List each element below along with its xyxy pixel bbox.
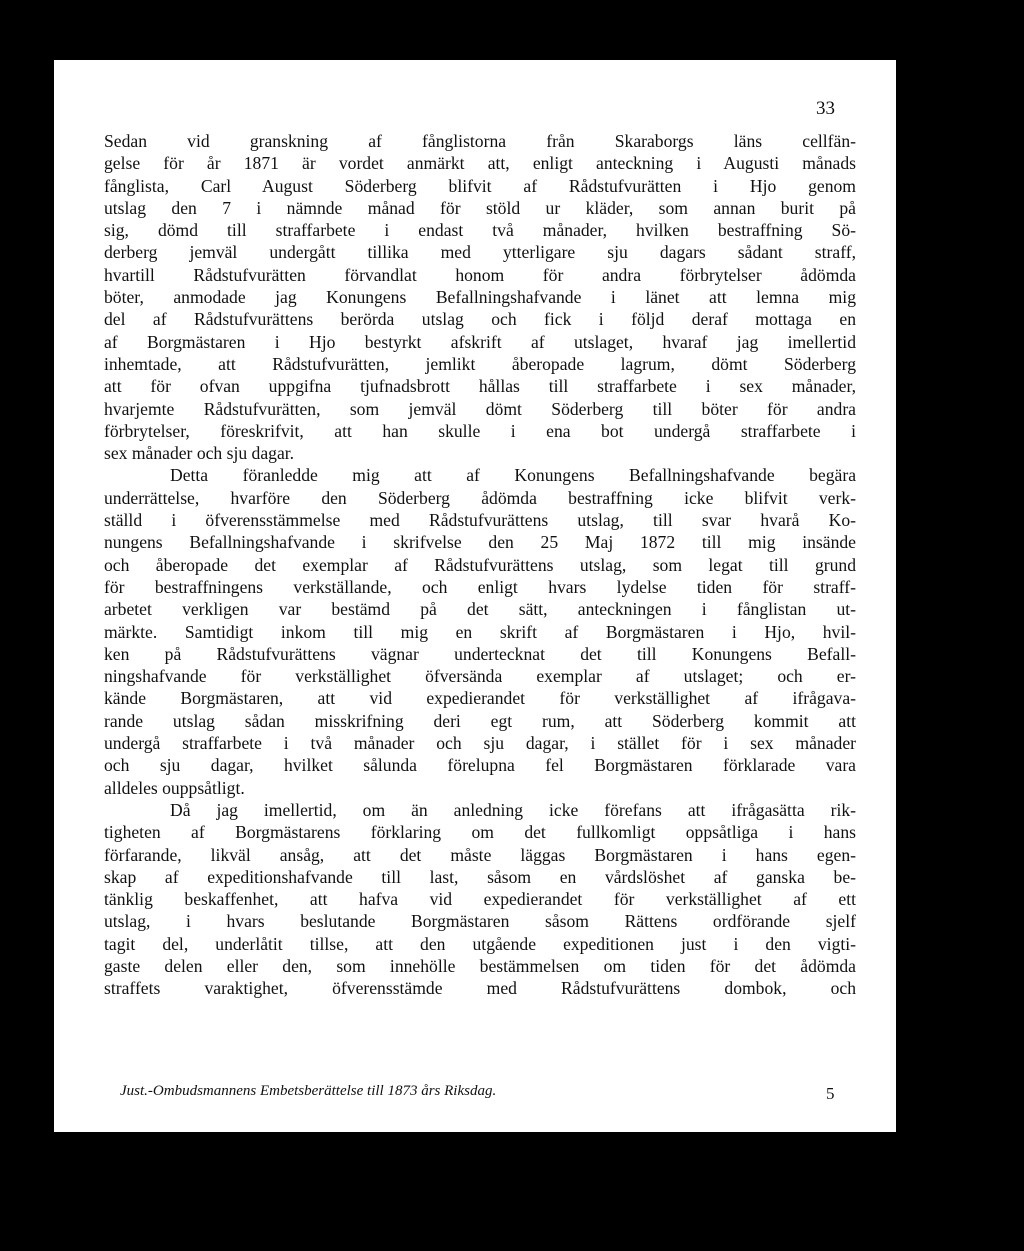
text-line: skap af expeditionshafvande till last, såsom en vårdslöshet af ganska be- xyxy=(104,866,856,887)
text-line: af Borgmästaren i Hjo bestyrkt afskrift af utslaget, hvaraf jag imellertid xyxy=(104,331,856,352)
text-line: förbrytelser, föreskrifvit, att han skulle i ena bot undergå straffarbete i xyxy=(104,420,856,441)
text-line: hvartill Rådstufvurätten förvandlat honom för andra förbrytelser ådömda xyxy=(104,264,856,285)
document-page xyxy=(54,60,896,1132)
page-number: 33 xyxy=(816,98,835,119)
text-line: Då jag imellertid, om än anledning icke förefans att ifrågasätta rik- xyxy=(170,799,856,820)
text-line: hvarjemte Rådstufvurätten, som jemväl dömt Söderberg till böter för andra xyxy=(104,398,856,419)
text-line: tänklig beskaffenhet, att hafva vid expedierandet för verkställighet af ett xyxy=(104,889,856,910)
text-line: straffets varaktighet, öfverensstämde med Rådstufvurättens dombok, och xyxy=(104,978,856,999)
text-line: nungens Befallningshafvande i skrifvelse den 25 Maj 1872 till mig insände xyxy=(104,532,856,553)
text-line: Sedan vid granskning af fånglistorna från Skaraborgs läns cellfän- xyxy=(104,131,856,151)
text-line: sex månader och sju dagar. xyxy=(104,443,295,464)
text-line: och åberopade det exemplar af Rådstufvurättens utslag, som legat till grund xyxy=(104,554,856,575)
text-line: utslag den 7 i nämnde månad för stöld ur kläder, som annan burit på xyxy=(104,197,856,218)
text-line: att för ofvan uppgifna tjufnadsbrott hållas till straffarbete i sex månader, xyxy=(104,376,856,397)
text-line: tigheten af Borgmästarens förklaring om det fullkomligt oppsåtliga i hans xyxy=(104,822,856,843)
text-line: för bestraffningens verkställande, och enligt hvars lydelse tiden för straff- xyxy=(104,576,856,597)
text-line: ken på Rådstufvurättens vägnar undertecknat det till Konungens Befall- xyxy=(104,643,856,664)
text-line: inhemtade, att Rådstufvurätten, jemlikt åberopade lagrum, dömt Söderberg xyxy=(104,353,856,374)
text-line: förfarande, likväl ansåg, att det måste läggas Borgmästaren i hans egen- xyxy=(104,844,856,865)
text-line: ningshafvande för verkställighet öfversända exemplar af utslaget; och er- xyxy=(104,666,856,687)
text-line: utslag, i hvars beslutande Borgmästaren såsom Rättens ordförande sjelf xyxy=(104,911,856,932)
text-line: del af Rådstufvurättens berörda utslag och fick i följd deraf mottaga en xyxy=(104,309,856,330)
signature-mark: 5 xyxy=(826,1084,835,1103)
text-line: arbetet verkligen var bestämd på det sätt, anteckningen i fånglistan ut- xyxy=(104,599,856,620)
text-line: rande utslag sådan misskrifning deri egt rum, att Söderberg kommit att xyxy=(104,710,856,731)
text-line: gelse för år 1871 är vordet anmärkt att, enligt anteckning i Augusti månads xyxy=(104,153,856,174)
text-line: Detta föranledde mig att af Konungens Befallningshafvande begära xyxy=(170,465,856,486)
footer-signature: Just.-Ombudsmannens Embetsberättelse till 1873 års Riksdag. xyxy=(120,1083,497,1099)
text-line: fånglista, Carl August Söderberg blifvit af Rådstufvurätten i Hjo genom xyxy=(104,175,856,196)
text-line: alldeles ouppsåtligt. xyxy=(104,777,245,798)
text-line: underrättelse, hvarföre den Söderberg ådömda bestraffning icke blifvit verk- xyxy=(104,487,856,508)
text-line: märkte. Samtidigt inkom till mig en skrift af Borgmästaren i Hjo, hvil- xyxy=(104,621,856,642)
text-line: kände Borgmästaren, att vid expedierandet för verkställighet af ifrågava- xyxy=(104,688,856,709)
text-line: ställd i öfverensstämmelse med Rådstufvurättens utslag, till svar hvarå Ko- xyxy=(104,510,856,531)
body-text xyxy=(104,130,856,1000)
text-line: sig, dömd till straffarbete i endast två månader, hvilken bestraffning Sö- xyxy=(104,220,856,241)
text-line: tagit del, underlåtit tillse, att den utgående expeditionen just i den vigti- xyxy=(104,933,856,954)
text-line: och sju dagar, hvilket sålunda förelupna fel Borgmästaren förklarade vara xyxy=(104,755,856,776)
text-line: gaste delen eller den, som innehölle bestämmelsen om tiden för det ådömda xyxy=(104,955,856,976)
text-line: undergå straffarbete i två månader och sju dagar, i stället för i sex månader xyxy=(104,733,856,754)
text-line: derberg jemväl undergått tillika med ytterligare sju dagars sådant straff, xyxy=(104,242,856,263)
text-line: böter, anmodade jag Konungens Befallningshafvande i länet att lemna mig xyxy=(104,287,856,308)
